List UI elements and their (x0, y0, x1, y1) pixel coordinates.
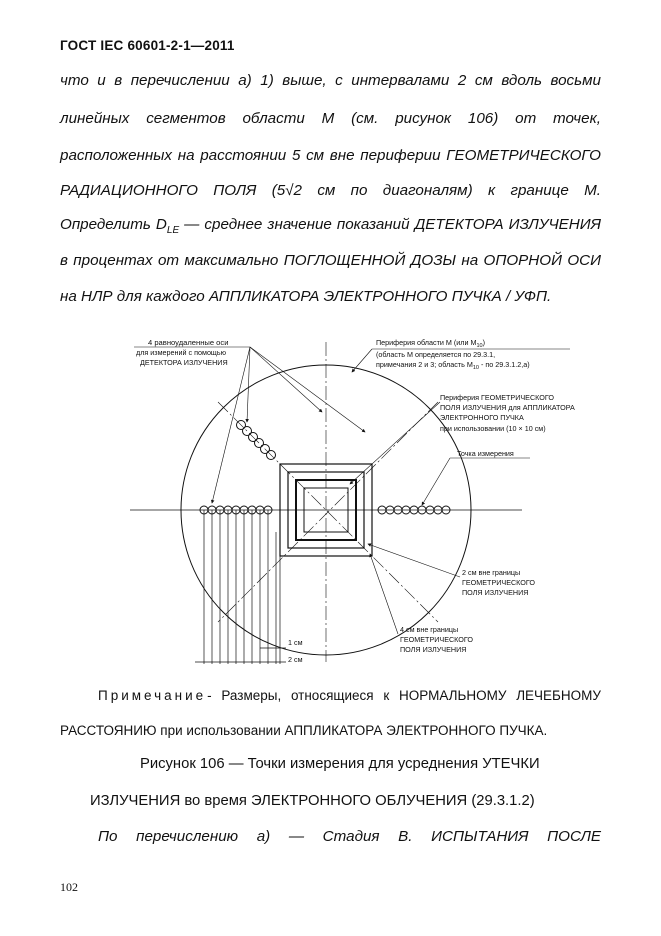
label-2cm-1: 2 см вне границы (462, 568, 521, 577)
note-line-2: РАССТОЯНИЮ при использовании АППЛИКАТОРА ЭЛЕКТРОННОГО ПУЧКА. (60, 723, 548, 738)
label-applicator-2: ПОЛЯ ИЗЛУЧЕНИЯ для АППЛИКАТОРА (440, 403, 575, 412)
label-periphery-1: Периферия области М (или $М_{10}$) (376, 338, 485, 349)
figure-106 (100, 322, 600, 670)
label-4cm-1: 4 см вне границы (400, 625, 459, 634)
body-line: в процентах от максимально ПОГЛОЩЕННОЙ ДОЗЫ на ОПОРНОЙ ОСИ (60, 252, 601, 269)
label-applicator-4: при использовании (10 × 10 см) (440, 424, 546, 433)
page-number: 102 (60, 880, 78, 894)
label-point: Точка измерения (457, 449, 514, 458)
label-4cm-3: ПОЛЯ ИЗЛУЧЕНИЯ (400, 645, 467, 654)
figure-caption-line-1: Рисунок 106 — Точки измерения для усреднения УТЕЧКИ (140, 756, 540, 772)
leader-line (212, 347, 250, 503)
body-line: на НЛР для каждого АППЛИКАТОРА ЭЛЕКТРОННОГО ПУЧКА / УФП. (60, 288, 552, 305)
leader-line (422, 458, 450, 505)
leader-line (368, 544, 460, 577)
leader-line (370, 554, 398, 634)
body-line: что и в перечислении а) 1) выше, с интервалами 2 см вдоль восьми (60, 72, 601, 89)
leader-line (352, 349, 372, 372)
dle-subscript: LE (166, 225, 180, 237)
label-periphery-2: (область М определяется по 29.3.1, (376, 350, 496, 359)
label-axes-3: ДЕТЕКТОРА ИЗЛУЧЕНИЯ (140, 358, 228, 367)
note-lead: Примечание (98, 688, 207, 703)
dle-symbol: Определить D (60, 216, 167, 233)
leader-line (250, 347, 365, 432)
label-applicator-3: ЭЛЕКТРОННОГО ПУЧКА (440, 413, 524, 422)
label-2cm-2: ГЕОМЕТРИЧЕСКОГО (462, 578, 535, 587)
label-2cm-3: ПОЛЯ ИЗЛУЧЕНИЯ (462, 588, 529, 597)
body-line-dle (60, 216, 601, 236)
figure-caption-line-2: ИЗЛУЧЕНИЯ во время ЭЛЕКТРОННОГО ОБЛУЧЕНИЯ (29.3.1.2) (90, 793, 535, 809)
continuation-line: По перечислению а) — Стадия В. ИСПЫТАНИЯ ПОСЛЕ (98, 828, 601, 845)
dle-text: — среднее значение показаний ДЕТЕКТОРА ИЗЛУЧЕНИЯ (179, 216, 601, 233)
label-applicator-1: Периферия ГЕОМЕТРИЧЕСКОГО (440, 393, 554, 402)
leader-line (250, 347, 322, 412)
body-line: расположенных на расстоянии 5 см вне периферии ГЕОМЕТРИЧЕСКОГО (60, 147, 601, 164)
dim-2cm-label: 2 см (288, 655, 303, 664)
label-4cm-2: ГЕОМЕТРИЧЕСКОГО (400, 635, 473, 644)
label-axes-2: для измерений с помощью (136, 348, 226, 357)
leader-line (350, 402, 440, 484)
dimension-lines (195, 510, 286, 664)
note-text-1: - Размеры, относящиеся к НОРМАЛЬНОМУ ЛЕЧЕБНОМУ (207, 688, 601, 703)
label-axes-1: 4 равноудаленные оси (148, 338, 229, 347)
note-line-1 (98, 688, 601, 703)
label-periphery-3: примечания 2 и 3; область $М_{10}$ - по 29.3.1.2,а) (376, 360, 530, 371)
body-line: линейных сегментов области М (см. рисунок 106) от точек, (60, 110, 601, 127)
document-header: ГОСТ IEC 60601-2-1—2011 (60, 38, 235, 53)
body-line: РАДИАЦИОННОГО ПОЛЯ (5√2 см по диагоналям) к границе М. (60, 182, 601, 199)
dim-1cm-label: 1 см (288, 638, 303, 647)
